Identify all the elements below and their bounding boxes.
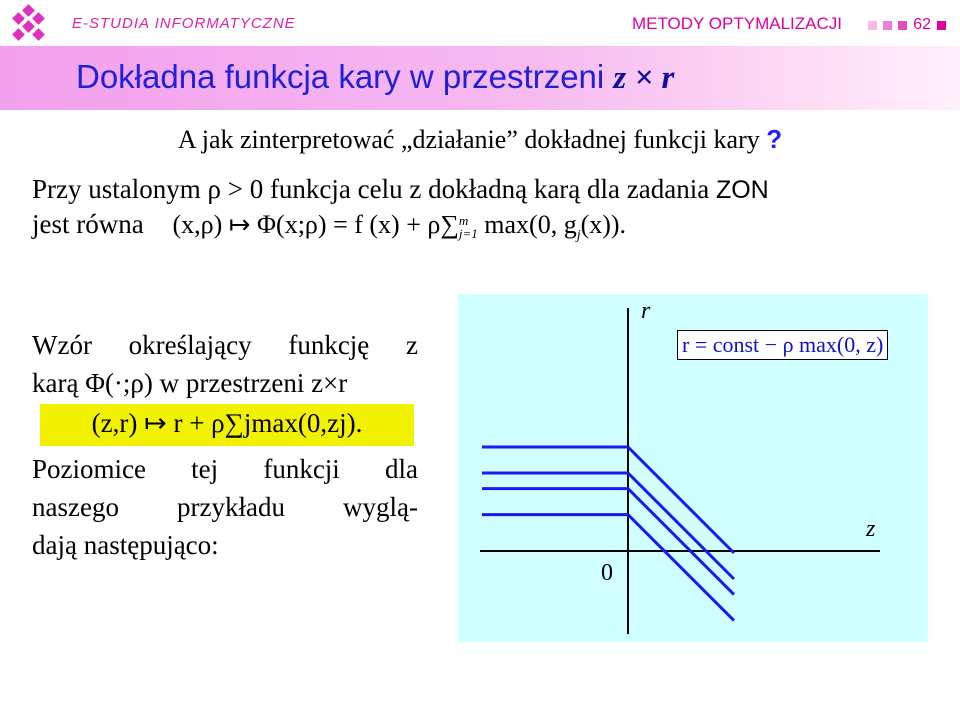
axis-y-label: r (641, 298, 651, 324)
formula-tail: max(0, g (484, 210, 577, 239)
left-line-1: Wzór określający funkcję z (32, 330, 418, 360)
page-number: 62 (913, 16, 931, 33)
slide-title-math: z × r (613, 60, 675, 96)
page-indicator (868, 16, 946, 34)
course-title: METODY OPTYMALIZACJI (631, 14, 842, 33)
sum-limits (459, 214, 478, 240)
question-mark: ? (766, 124, 783, 154)
puzzle-squares-logo-icon (4, 4, 52, 44)
paragraph-definition (32, 172, 769, 253)
origin-label: 0 (601, 560, 613, 586)
progress-square-icon (898, 21, 907, 30)
brand-name: E-STUDIA INFORMATYCZNE (72, 15, 296, 32)
axis-x-label: z (866, 516, 876, 542)
left-line-2: karą Φ(·;ρ) w przestrzeni z×r (32, 368, 348, 398)
level-line-slope (628, 515, 734, 621)
formula-subscript: j (576, 228, 581, 244)
paragraph-line-2 (32, 207, 769, 253)
formula-main: (x,ρ) ↦ Φ(x;ρ) = f (x) + ρ∑ (172, 210, 459, 239)
left-text-bottom (32, 450, 418, 564)
level-curves-figure (458, 294, 928, 642)
progress-square-icon (937, 21, 946, 30)
left-line-3: Poziomice tej funkcji dla (32, 454, 418, 484)
progress-square-icon (883, 21, 892, 30)
formula-end: (x)). (580, 210, 627, 239)
level-line-slope (628, 447, 734, 553)
sum-lower-limit: j=1 (458, 226, 478, 242)
left-text-top (32, 326, 418, 402)
slide-title (76, 58, 674, 97)
question-text: A jak zinterpretować „działanie” dokładnej funkcji kary (177, 125, 760, 154)
progress-square-icon (868, 21, 877, 30)
level-line-slope (628, 489, 734, 595)
penalty-formula (172, 210, 627, 244)
slide-title-text: Dokładna funkcja kary w przestrzeni (76, 58, 605, 95)
left-line-5: dają następująco: (32, 530, 219, 560)
sum-upper-limit: m (458, 213, 469, 229)
paragraph-line-1 (32, 172, 769, 207)
curve-equation-legend: r = const − ρ max(0, z) (677, 330, 888, 360)
left-line-4: naszego przykładu wyglą- (32, 492, 418, 522)
highlighted-formula: (z,r) ↦ r + ρ∑jmax(0,zj). (91, 408, 363, 438)
level-line-slope (628, 473, 734, 579)
problem-acronym: ZON (715, 176, 769, 204)
paragraph-text: jest równa (32, 209, 144, 239)
question-line (0, 124, 960, 155)
paragraph-text: Przy ustalonym ρ > 0 funkcja celu z dokładną karą dla zadania (32, 174, 710, 204)
